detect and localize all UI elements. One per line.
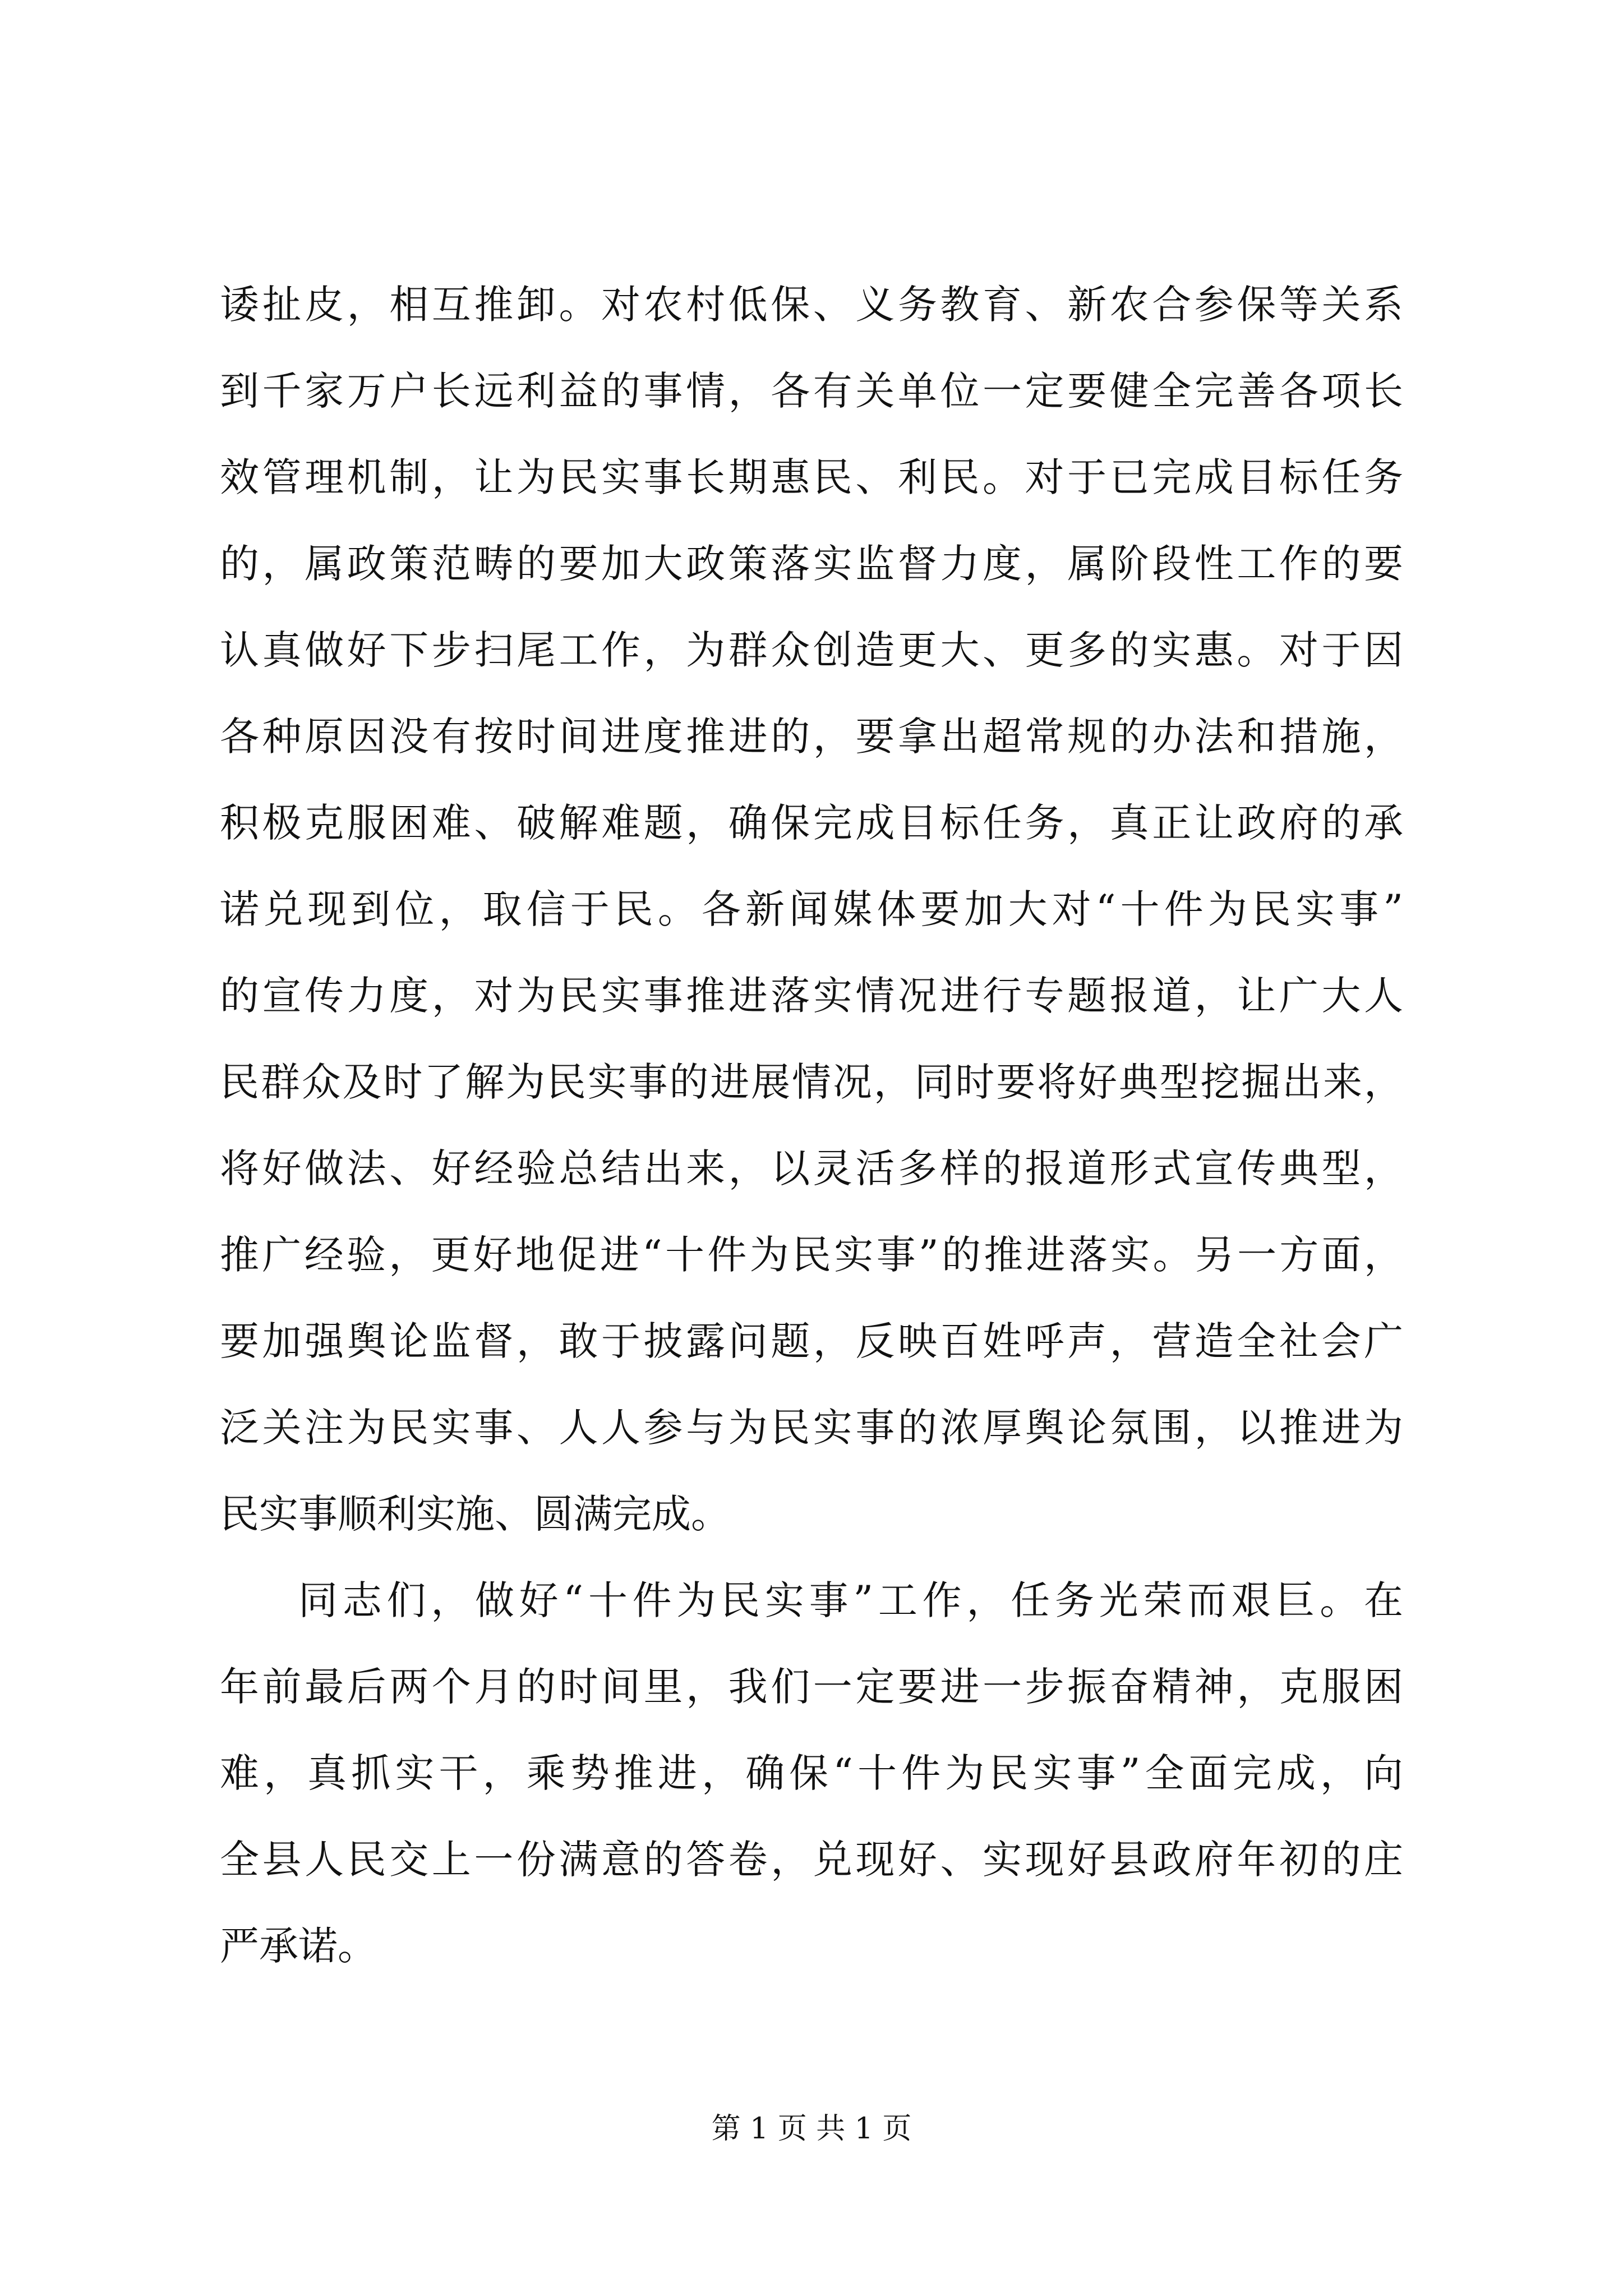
- paragraph-1-line-6: 各种原因没有按时间进度推进的，要拿出超常规的办法和措施，: [220, 714, 1403, 760]
- paragraph-1-line-5: 认真做好下步扫尾工作，为群众创造更大、更多的实惠。对于因: [220, 627, 1403, 673]
- paragraph-1-line-15: 民实事顺利实施、圆满完成。: [220, 1491, 730, 1537]
- page-number-footer: 第 1 页 共 1 页: [711, 2112, 912, 2146]
- paragraph-2-line-5: 严承诺。: [220, 1923, 377, 1969]
- paragraph-1-line-4: 的，属政策范畴的要加大政策落实监督力度，属阶段性工作的要: [220, 541, 1403, 587]
- paragraph-1-line-1: 诿扯皮，相互推卸。对农村低保、义务教育、新农合参保等关系: [220, 282, 1403, 328]
- paragraph-2-line-3: 难，真抓实干，乘势推进，确保“十件为民实事”全面完成，向: [220, 1750, 1403, 1796]
- paragraph-1-line-13: 要加强舆论监督，敢于披露问题，反映百姓呼声，营造全社会广: [220, 1318, 1403, 1364]
- paragraph-1-line-9: 的宣传力度，对为民实事推进落实情况进行专题报道，让广大人: [220, 973, 1403, 1019]
- document-body: [220, 261, 1403, 1989]
- paragraph-2-line-2: 年前最后两个月的时间里，我们一定要进一步振奋精神，克服困: [220, 1664, 1403, 1710]
- paragraph-1-line-3: 效管理机制，让为民实事长期惠民、利民。对于已完成目标任务: [220, 454, 1403, 500]
- paragraph-1-line-12: 推广经验，更好地促进“十件为民实事”的推进落实。另一方面，: [220, 1232, 1403, 1278]
- paragraph-1-line-14: 泛关注为民实事、人人参与为民实事的浓厚舆论氛围，以推进为: [220, 1405, 1403, 1451]
- paragraph-1-line-10: 民群众及时了解为民实事的进展情况，同时要将好典型挖掘出来，: [220, 1059, 1403, 1105]
- paragraph-2-line-4: 全县人民交上一份满意的答卷，兑现好、实现好县政府年初的庄: [220, 1837, 1403, 1883]
- paragraph-2-line-1: 同志们，做好“十件为民实事”工作，任务光荣而艰巨。在: [298, 1577, 1403, 1623]
- paragraph-1-line-7: 积极克服困难、破解难题，确保完成目标任务，真正让政府的承: [220, 800, 1403, 846]
- paragraph-1-line-2: 到千家万户长远利益的事情，各有关单位一定要健全完善各项长: [220, 368, 1403, 414]
- paragraph-1-line-11: 将好做法、好经验总结出来，以灵活多样的报道形式宣传典型，: [220, 1145, 1403, 1191]
- paragraph-1-line-8: 诺兑现到位，取信于民。各新闻媒体要加大对“十件为民实事”: [220, 886, 1403, 932]
